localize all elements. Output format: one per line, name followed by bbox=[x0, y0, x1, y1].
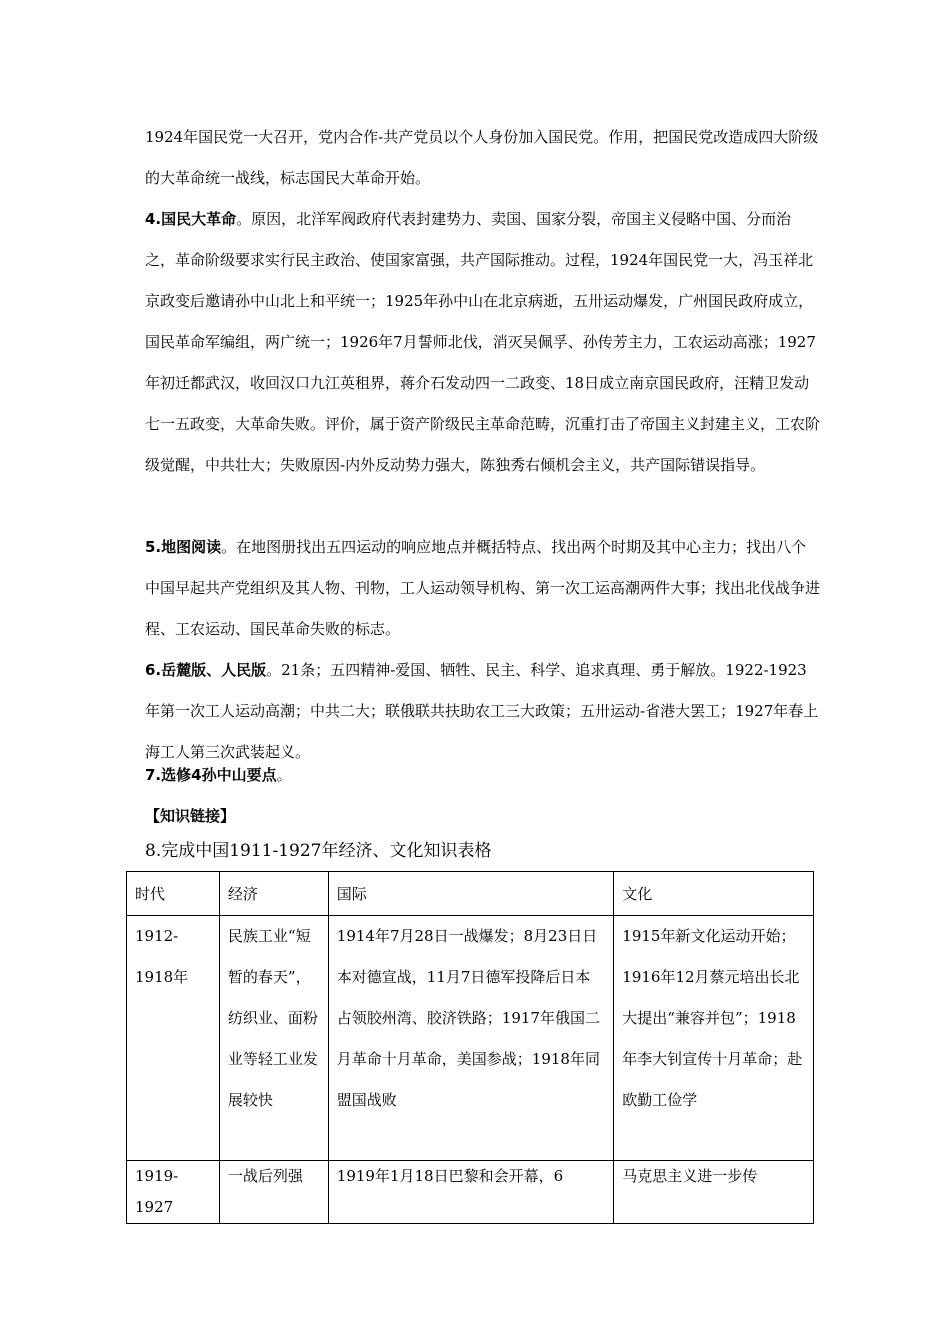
table-cell: 1914年7月28日一战爆发；8月23日日本对德宣战，11月7日德军投降后日本占领胶州湾、胶济铁路；1917年俄国二月革命十月革命，美国参战；1918年同盟国战败 bbox=[328, 916, 614, 1161]
paragraph-heading: 6.岳麓版、人民版 bbox=[145, 661, 267, 679]
table-cell: 民族工业“短暂的春天”，纺织业、面粉业等轻工业发展较快 bbox=[219, 916, 328, 1161]
paragraph-text: 。原因，北洋军阀政府代表封建势力、卖国、国家分裂，帝国主义侵略中国、分而治之，革命阶级要求实行民主政治、使国家富强，共产国际推动。过程，1924年国民党一大，冯玉祥北京政变后邀请孙中山北上和平统一；1925年孙中山在北京病逝，五卅运动爆发，广州国民政府成立，国民革命军编组，两广统一；1926年7月誓师北伐，消灭吴佩孚、孙传芳主力，工农运动高涨；1927年初迁都武汉，收回汉口九江英租界，蒋介石发动四一二政变、18日成立南京国民政府，汪精卫发动七一五政变，大革命失败。评价，属于资产阶级民主革命范畴，沉重打击了帝国主义封建主义，工农阶级觉醒，中共壮大；失败原因-内外反动势力强大，陈独秀右倾机会主义，共产国际错误指导。 bbox=[145, 210, 821, 474]
paragraph-heading: 7.选修4孙中山要点 bbox=[145, 766, 277, 784]
header-cell-international: 国际 bbox=[328, 872, 614, 916]
table-cell: 1912-1918年 bbox=[127, 916, 220, 1161]
table-cell: 1919-1927 bbox=[127, 1161, 220, 1224]
table-cell: 马克思主义进一步传 bbox=[614, 1161, 814, 1224]
table-cell: 一战后列强 bbox=[219, 1161, 328, 1224]
header-cell-era: 时代 bbox=[127, 872, 220, 916]
table-row bbox=[127, 916, 814, 1161]
section-heading: 【知识链接】 bbox=[145, 807, 236, 825]
table-cell: 1915年新文化运动开始；1916年12月蔡元培出长北大提出“兼容并包”；1918年李大钊宣传十月革命；赴欧勤工俭学 bbox=[614, 916, 814, 1161]
paragraph-text: 1924年国民党一大召开，党内合作-共产党员以个人身份加入国民党。作用，把国民党改造成四大阶级的大革命统一战线，标志国民大革命开始。 bbox=[145, 128, 819, 187]
paragraph-5 bbox=[145, 527, 820, 650]
table-header-row bbox=[127, 872, 814, 916]
paragraph-3-tail bbox=[145, 117, 820, 199]
paragraph-heading: 5.地图阅读 bbox=[145, 538, 222, 556]
table-row bbox=[127, 1161, 814, 1224]
paragraph-heading: 4.国民大革命 bbox=[145, 210, 237, 228]
paragraph-text: 。 bbox=[276, 766, 292, 784]
header-cell-culture: 文化 bbox=[614, 872, 814, 916]
paragraph-7 bbox=[145, 755, 820, 796]
table-cell: 1919年1月18日巴黎和会开幕，6 bbox=[328, 1161, 614, 1224]
header-cell-economy: 经济 bbox=[219, 872, 328, 916]
knowledge-table bbox=[126, 871, 814, 1224]
table-title: 8.完成中国1911-1927年经济、文化知识表格 bbox=[145, 841, 492, 861]
paragraph-4 bbox=[145, 199, 820, 486]
paragraph-text: 。在地图册找出五四运动的响应地点并概括特点、找出两个时期及其中心主力；找出八个中国早起共产党组织及其人物、刊物，工人运动领导机构、第一次工运高潮两件大事；找出北伐战争进程、工农运动、国民革命失败的标志。 bbox=[145, 538, 821, 638]
paragraph-text: 。21条；五四精神-爱国、牺牲、民主、科学、追求真理、勇于解放。1922-1923年第一次工人运动高潮；中共二大；联俄联共扶助农工三大政策；五卅运动-省港大罢工；1927年春上海工人第三次武装起义。 bbox=[145, 661, 819, 761]
